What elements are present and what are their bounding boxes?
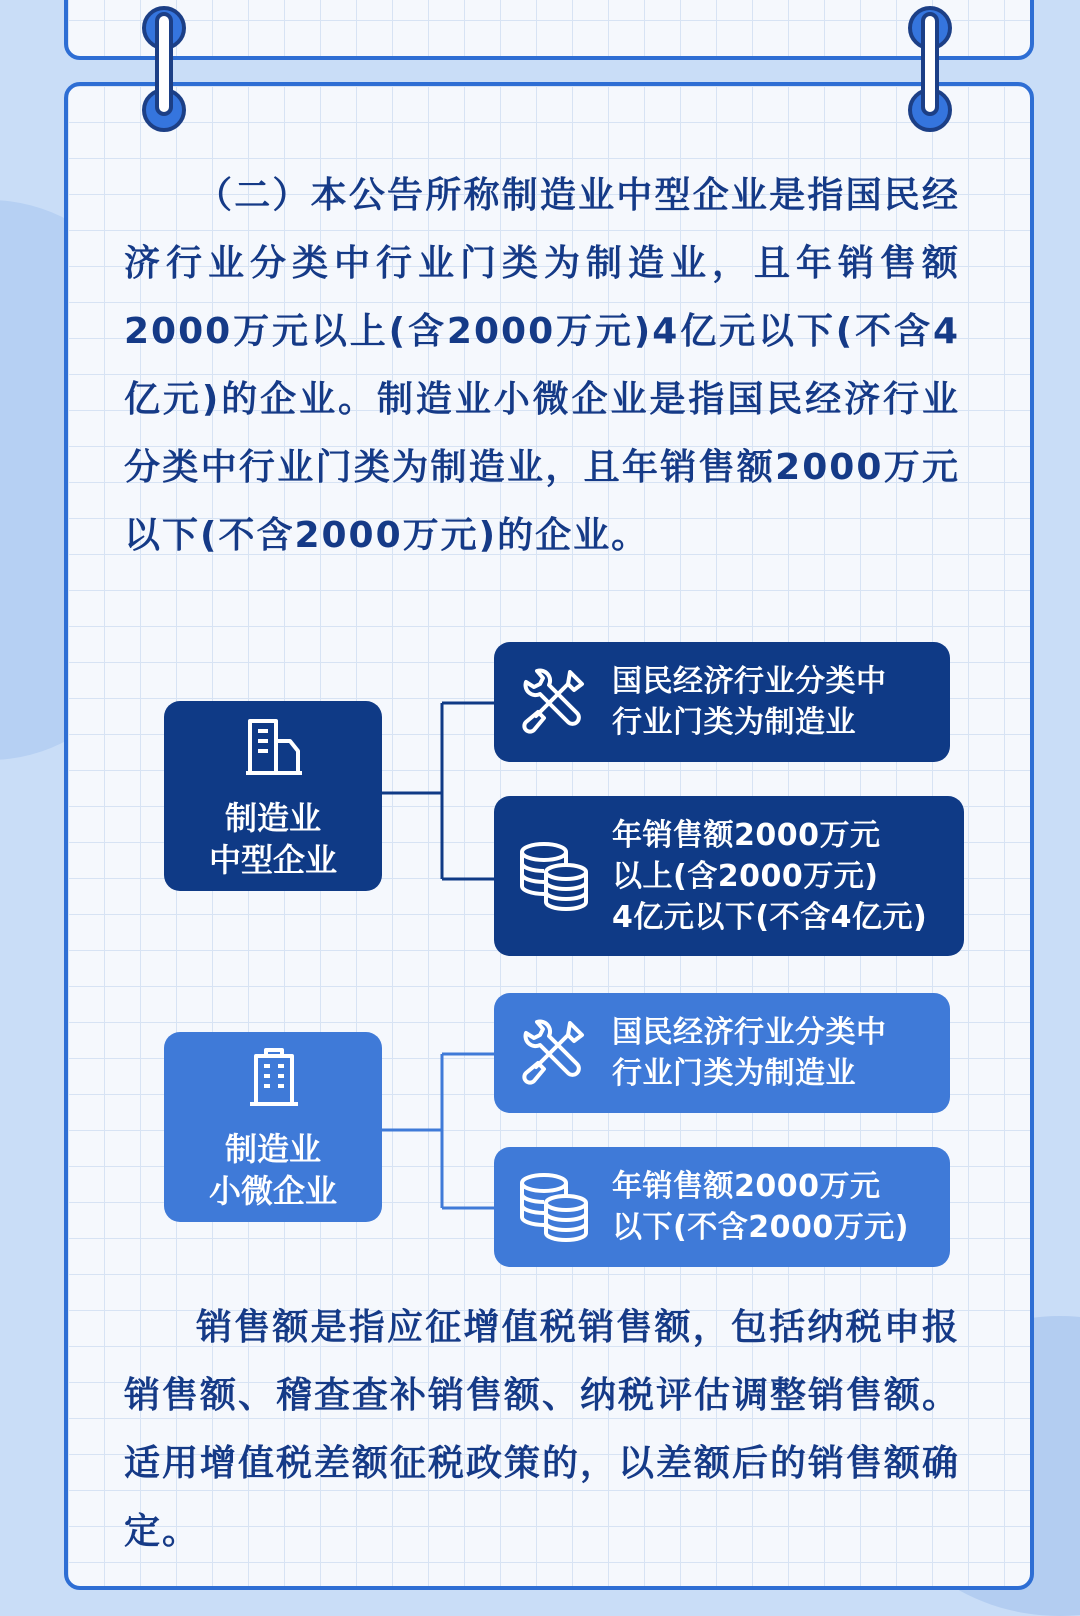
- tower-building-icon: [242, 1046, 306, 1110]
- criterion-industry: [494, 993, 950, 1113]
- binder-ring-icon: [908, 2, 952, 132]
- sales-definition-paragraph: 销售额是指应征增值税销售额，包括纳税申报销售额、稽查查补销售额、纳税评估调整销售额。适用增值税差额征税政策的，以差额后的销售额确定。: [124, 1307, 961, 1552]
- coins-stack-icon: [516, 1169, 592, 1245]
- criterion-industry: [494, 642, 950, 762]
- tools-icon: [516, 1015, 592, 1091]
- criterion-sales: [494, 1147, 950, 1267]
- category-small-micro-enterprise: [164, 1032, 382, 1222]
- definition-paragraph: （二）本公告所称制造业中型企业是指国民经济行业分类中行业门类为制造业，且年销售额2000万元以上(含2000万元)4亿元以下(不含4亿元)的企业。制造业小微企业是指国民经济行业分类中行业门类为制造业，且年销售额2000万元以下(不含2000万元)的企业。: [124, 175, 960, 556]
- category-medium-enterprise: [164, 701, 382, 891]
- criterion-text: 年销售额2000万元 以下(不含2000万元): [612, 1169, 909, 1245]
- coins-stack-icon: [516, 838, 592, 914]
- office-building-icon: [242, 715, 306, 779]
- criterion-text: 年销售额2000万元 以上(含2000万元) 4亿元以下(不含4亿元): [612, 817, 928, 935]
- criterion-text: 国民经济行业分类中 行业门类为制造业: [612, 1015, 887, 1091]
- binder-ring-icon: [142, 2, 186, 132]
- criterion-text: 国民经济行业分类中 行业门类为制造业: [612, 664, 887, 740]
- category-label: 制造业 小微企业: [208, 1130, 337, 1210]
- category-label: 制造业 中型企业: [208, 799, 337, 879]
- tools-icon: [516, 664, 592, 740]
- criterion-sales: [494, 796, 964, 956]
- previous-card: [64, 0, 1034, 60]
